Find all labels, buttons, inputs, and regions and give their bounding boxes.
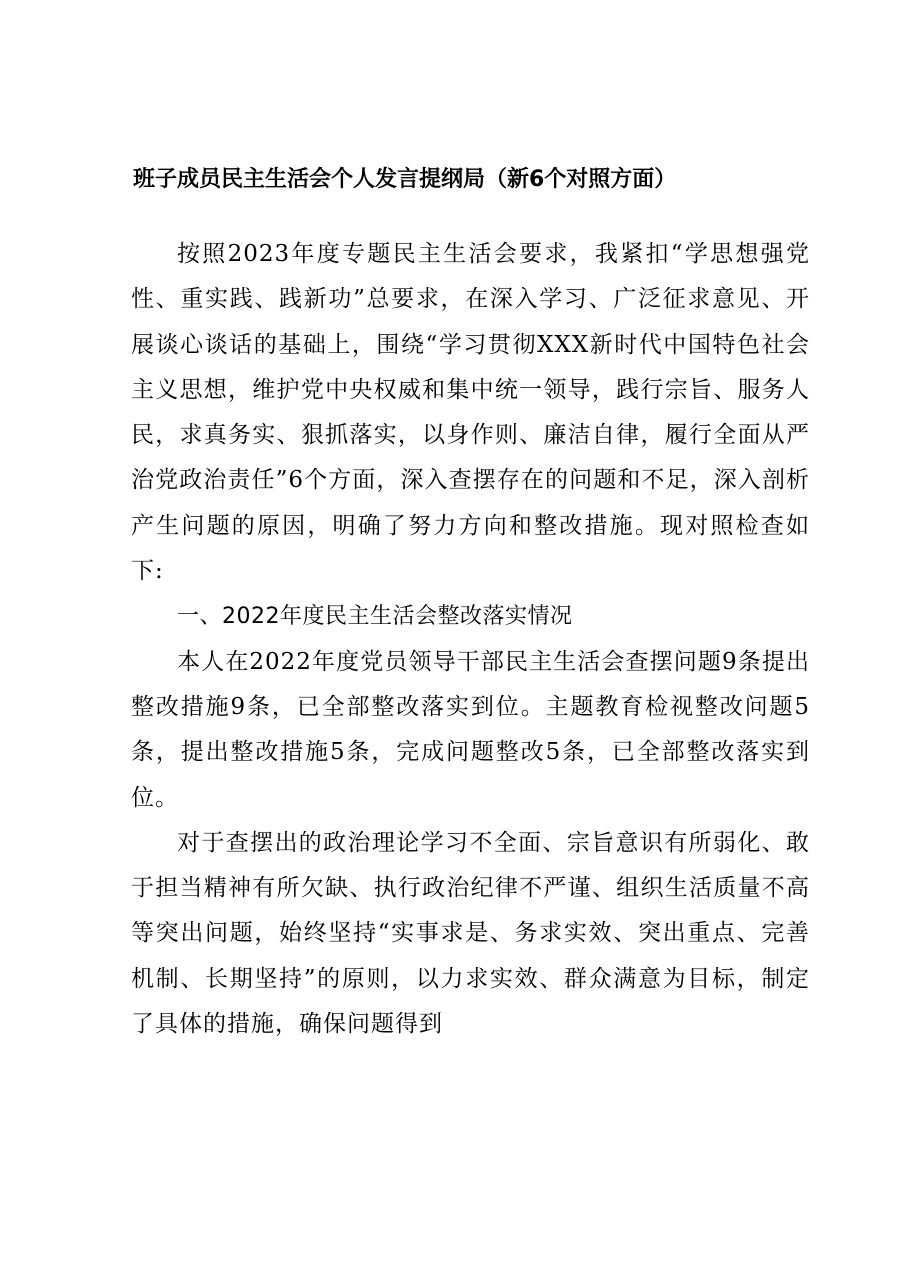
rectification-details-paragraph: 对于查摆出的政治理论学习不全面、宗旨意识有所弱化、敢于担当精神有所欠缺、执行政治纪律不严谨、组织生活质量不高等突出问题，始终坚持“实事求是、务求实效、突出重点、完善机制、长期坚持”的原则，以力求实效、群众满意为目标，制定了具体的措施，确保问题得到 xyxy=(131,829,810,1038)
document-title: 班子成员民主生活会个人发言提纲局（新6个对照方面） xyxy=(133,167,677,192)
rectification-summary-paragraph: 本人在2022年度党员领导干部民主生活会查摆问题9条提出整改措施9条，已全部整改落实到位。主题教育检视整改问题5条，提出整改措施5条，完成问题整改5条，已全部整改落实到位。 xyxy=(131,648,810,811)
intro-paragraph: 按照2023年度专题民主生活会要求，我紧扣“学思想强党性、重实践、践新功”总要求，在深入学习、广泛征求意见、开展谈心谈话的基础上，围绕“学习贯彻XXX新时代中国特色社会主义思想，维护党中央权威和集中统一领导，践行宗旨、服务人民，求真务实、狠抓落实，以身作则、廉洁自律，履行全面从严治党政治责任”6个方面，深入查摆存在的问题和不足，深入剖析产生问题的原因，明确了努力方向和整改措施。现对照检查如下: xyxy=(131,241,810,585)
section-heading: 一、2022年度民主生活会整改落实情况 xyxy=(177,604,573,630)
document-body xyxy=(131,232,810,1047)
